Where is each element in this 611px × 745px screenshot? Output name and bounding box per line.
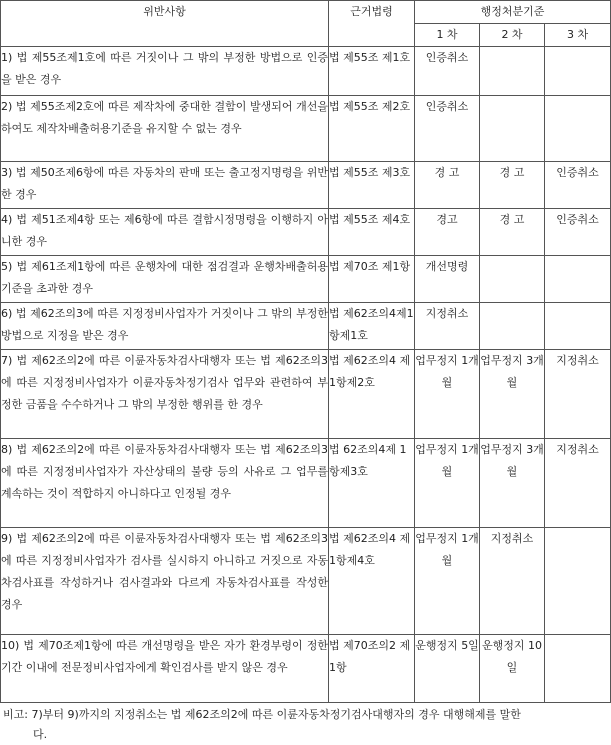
- first-penalty-cell: 경 고: [415, 162, 480, 209]
- law-cell: 법 제62조의4 제1항제4호: [329, 528, 415, 635]
- violation-cell: 5) 법 제61조제1항에 따른 운행차에 대한 점검결과 운행차배출허용기준을 초과한 경우: [1, 256, 329, 303]
- second-penalty-cell: 운행정지 10일: [480, 635, 545, 703]
- law-cell: 법 제55조 제4호: [329, 209, 415, 256]
- table-row: [1, 439, 611, 528]
- table-row: [1, 350, 611, 439]
- second-penalty-cell: [480, 256, 545, 303]
- table-row: [1, 256, 611, 303]
- header-first: 1 차: [415, 24, 480, 47]
- violation-cell: 6) 법 제62조의3에 따른 지정정비사업자가 거짓이나 그 밖의 부정한 방법으로 지정을 받은 경우: [1, 303, 329, 350]
- third-penalty-cell: [545, 303, 611, 350]
- violation-cell: 8) 법 제62조의2에 따른 이륜자동차검사대행자 또는 법 제62조의3에 따른 지정정비사업자가 자산상태의 불량 등의 사유로 그 업무를 계속하는 것이 적합하지 아니하다고 인정될 경우: [1, 439, 329, 528]
- first-penalty-cell: 지정취소: [415, 303, 480, 350]
- law-cell: 법 제55조 제3호: [329, 162, 415, 209]
- third-penalty-cell: 인증취소: [545, 209, 611, 256]
- third-penalty-cell: [545, 47, 611, 96]
- second-penalty-cell: 업무정지 3개월: [480, 439, 545, 528]
- header-third: 3 차: [545, 24, 611, 47]
- first-penalty-cell: 업무정지 1개월: [415, 439, 480, 528]
- table-row: [1, 209, 611, 256]
- violation-cell: 4) 법 제51조제4항 또는 제6항에 따른 결함시정명령을 이행하지 아니한 경우: [1, 209, 329, 256]
- first-penalty-cell: 인증취소: [415, 96, 480, 162]
- law-cell: 법 제62조의4 제1항제2호: [329, 350, 415, 439]
- violation-cell: 1) 법 제55조제1호에 따른 거짓이나 그 밖의 부정한 방법으로 인증을 받은 경우: [1, 47, 329, 96]
- third-penalty-cell: [545, 256, 611, 303]
- law-cell: 법 제70조 제1항: [329, 256, 415, 303]
- second-penalty-cell: [480, 47, 545, 96]
- table-row: [1, 303, 611, 350]
- law-cell: 법 제55조 제2호: [329, 96, 415, 162]
- first-penalty-cell: 경고: [415, 209, 480, 256]
- third-penalty-cell: [545, 528, 611, 635]
- third-penalty-cell: [545, 635, 611, 703]
- header-second: 2 차: [480, 24, 545, 47]
- law-cell: 법 제62조의4제1항제1호: [329, 303, 415, 350]
- second-penalty-cell: 지정취소: [480, 528, 545, 635]
- third-penalty-cell: 인증취소: [545, 162, 611, 209]
- header-law: 근거법령: [329, 1, 415, 47]
- first-penalty-cell: 개선명령: [415, 256, 480, 303]
- second-penalty-cell: [480, 303, 545, 350]
- violation-cell: 2) 법 제55조제2호에 따른 제작차에 중대한 결함이 발생되어 개선을 하여도 제작차배출허용기준을 유지할 수 없는 경우: [1, 96, 329, 162]
- third-penalty-cell: 지정취소: [545, 439, 611, 528]
- first-penalty-cell: 업무정지 1개월: [415, 350, 480, 439]
- table-row: [1, 635, 611, 703]
- first-penalty-cell: 업무정지 1개월: [415, 528, 480, 635]
- law-cell: 법 62조의4제 1항제3호: [329, 439, 415, 528]
- header-standard: 행정처분기준: [415, 1, 611, 24]
- law-cell: 법 제55조 제1호: [329, 47, 415, 96]
- second-penalty-cell: [480, 96, 545, 162]
- first-penalty-cell: 인증취소: [415, 47, 480, 96]
- table-footnote: [3, 705, 608, 745]
- footnote-line-1: 비고: 7)부터 9)까지의 지정취소는 법 제62조의2에 따른 이륜자동차정기검사대행자의 경우 대행해제를 말한: [3, 708, 521, 721]
- footnote-line-2: 다.: [33, 728, 48, 741]
- violation-cell: 9) 법 제62조의2에 따른 이륜자동차검사대행자 또는 법 제62조의3에 따른 지정정비사업자가 검사를 실시하지 아니하고 거짓으로 자동차검사표를 작성하거나 검사결과와 다르게 자동차검사표를 작성한 경우: [1, 528, 329, 635]
- second-penalty-cell: 경 고: [480, 162, 545, 209]
- table-row: [1, 162, 611, 209]
- violation-cell: 3) 법 제50조제6항에 따른 자동차의 판매 또는 출고정지명령을 위반한 경우: [1, 162, 329, 209]
- violation-cell: 10) 법 제70조제1항에 따른 개선명령을 받은 자가 환경부령이 정한 기간 이내에 전문정비사업자에게 확인검사를 받지 않은 경우: [1, 635, 329, 703]
- violation-cell: 7) 법 제62조의2에 따른 이륜자동차검사대행자 또는 법 제62조의3에 따른 지정정비사업자가 이륜자동차정기검사 업무와 관련하여 부정한 금품을 수수하거나 그 밖의 부정한 행위를 한 경우: [1, 350, 329, 439]
- table-row: [1, 528, 611, 635]
- third-penalty-cell: 지정취소: [545, 350, 611, 439]
- third-penalty-cell: [545, 96, 611, 162]
- second-penalty-cell: 업무정지 3개월: [480, 350, 545, 439]
- header-violation: 위반사항: [1, 1, 329, 47]
- second-penalty-cell: 경 고: [480, 209, 545, 256]
- table-row: [1, 47, 611, 96]
- table-row: [1, 96, 611, 162]
- law-cell: 법 제70조의2 제1항: [329, 635, 415, 703]
- first-penalty-cell: 운행정지 5일: [415, 635, 480, 703]
